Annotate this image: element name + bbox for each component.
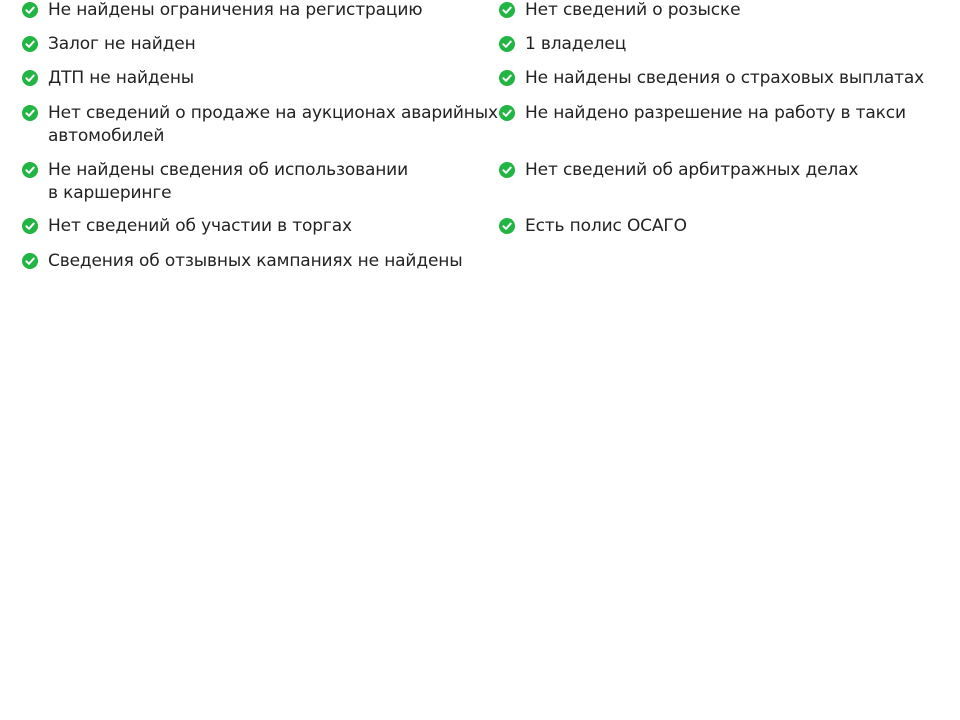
- check-result-item: [22, 159, 487, 204]
- check-result-text: [525, 67, 924, 90]
- check-result-label: Сведения об отзывных кампаниях не найдены: [48, 251, 463, 271]
- check-result-label: 1 владелец: [525, 34, 627, 54]
- check-result-item: [499, 0, 939, 22]
- check-result-item: [499, 215, 939, 238]
- check-result-text: [525, 33, 626, 56]
- check-result-item: [22, 102, 498, 147]
- check-result-text: [48, 250, 462, 273]
- check-circle-icon: [22, 70, 38, 86]
- check-result-item: [22, 0, 487, 22]
- check-result-label: Не найдены ограничения на регистрацию: [48, 0, 423, 20]
- check-result-text: [48, 159, 408, 204]
- check-result-text: [525, 215, 687, 238]
- check-result-text: [48, 102, 498, 147]
- check-circle-icon: [499, 105, 515, 121]
- check-result-text: [48, 33, 196, 56]
- check-result-label: Не найдено разрешение на работу в такси: [525, 103, 906, 123]
- check-result-text: [525, 0, 740, 22]
- check-circle-icon: [499, 70, 515, 86]
- check-circle-icon: [22, 36, 38, 52]
- check-result-item: [22, 33, 487, 56]
- check-circle-icon: [22, 253, 38, 269]
- check-result-text: [525, 159, 858, 182]
- check-circle-icon: [22, 162, 38, 178]
- check-result-label: автомобилей: [48, 125, 165, 146]
- check-result-item: [499, 67, 939, 90]
- check-result-label: Не найдены сведения об использовании: [48, 160, 408, 180]
- check-result-item: [22, 250, 487, 273]
- check-result-label: Нет сведений о розыске: [525, 0, 741, 20]
- check-result-item: [499, 159, 939, 182]
- check-result-item: [499, 33, 939, 56]
- check-result-label: Нет сведений о продаже на аукционах аварийных: [48, 103, 498, 123]
- check-result-text: [48, 215, 352, 238]
- check-result-item: [22, 215, 487, 238]
- check-result-label: в каршеринге: [48, 182, 172, 203]
- check-result-label: Залог не найден: [48, 34, 196, 54]
- check-result-text: [525, 102, 906, 125]
- check-circle-icon: [22, 105, 38, 121]
- check-result-label: ДТП не найдены: [48, 68, 195, 88]
- check-circle-icon: [499, 2, 515, 18]
- check-circle-icon: [22, 2, 38, 18]
- check-result-label: Нет сведений об участии в торгах: [48, 216, 352, 236]
- check-result-label: Есть полис ОСАГО: [525, 216, 687, 236]
- check-result-label: Не найдены сведения о страховых выплатах: [525, 68, 925, 88]
- check-result-label: Нет сведений об арбитражных делах: [525, 160, 859, 180]
- check-circle-icon: [499, 218, 515, 234]
- check-circle-icon: [499, 162, 515, 178]
- check-circle-icon: [22, 218, 38, 234]
- check-circle-icon: [499, 36, 515, 52]
- check-result-text: [48, 0, 422, 22]
- check-result-text: [48, 67, 194, 90]
- check-result-item: [22, 67, 487, 90]
- check-result-item: [499, 102, 939, 125]
